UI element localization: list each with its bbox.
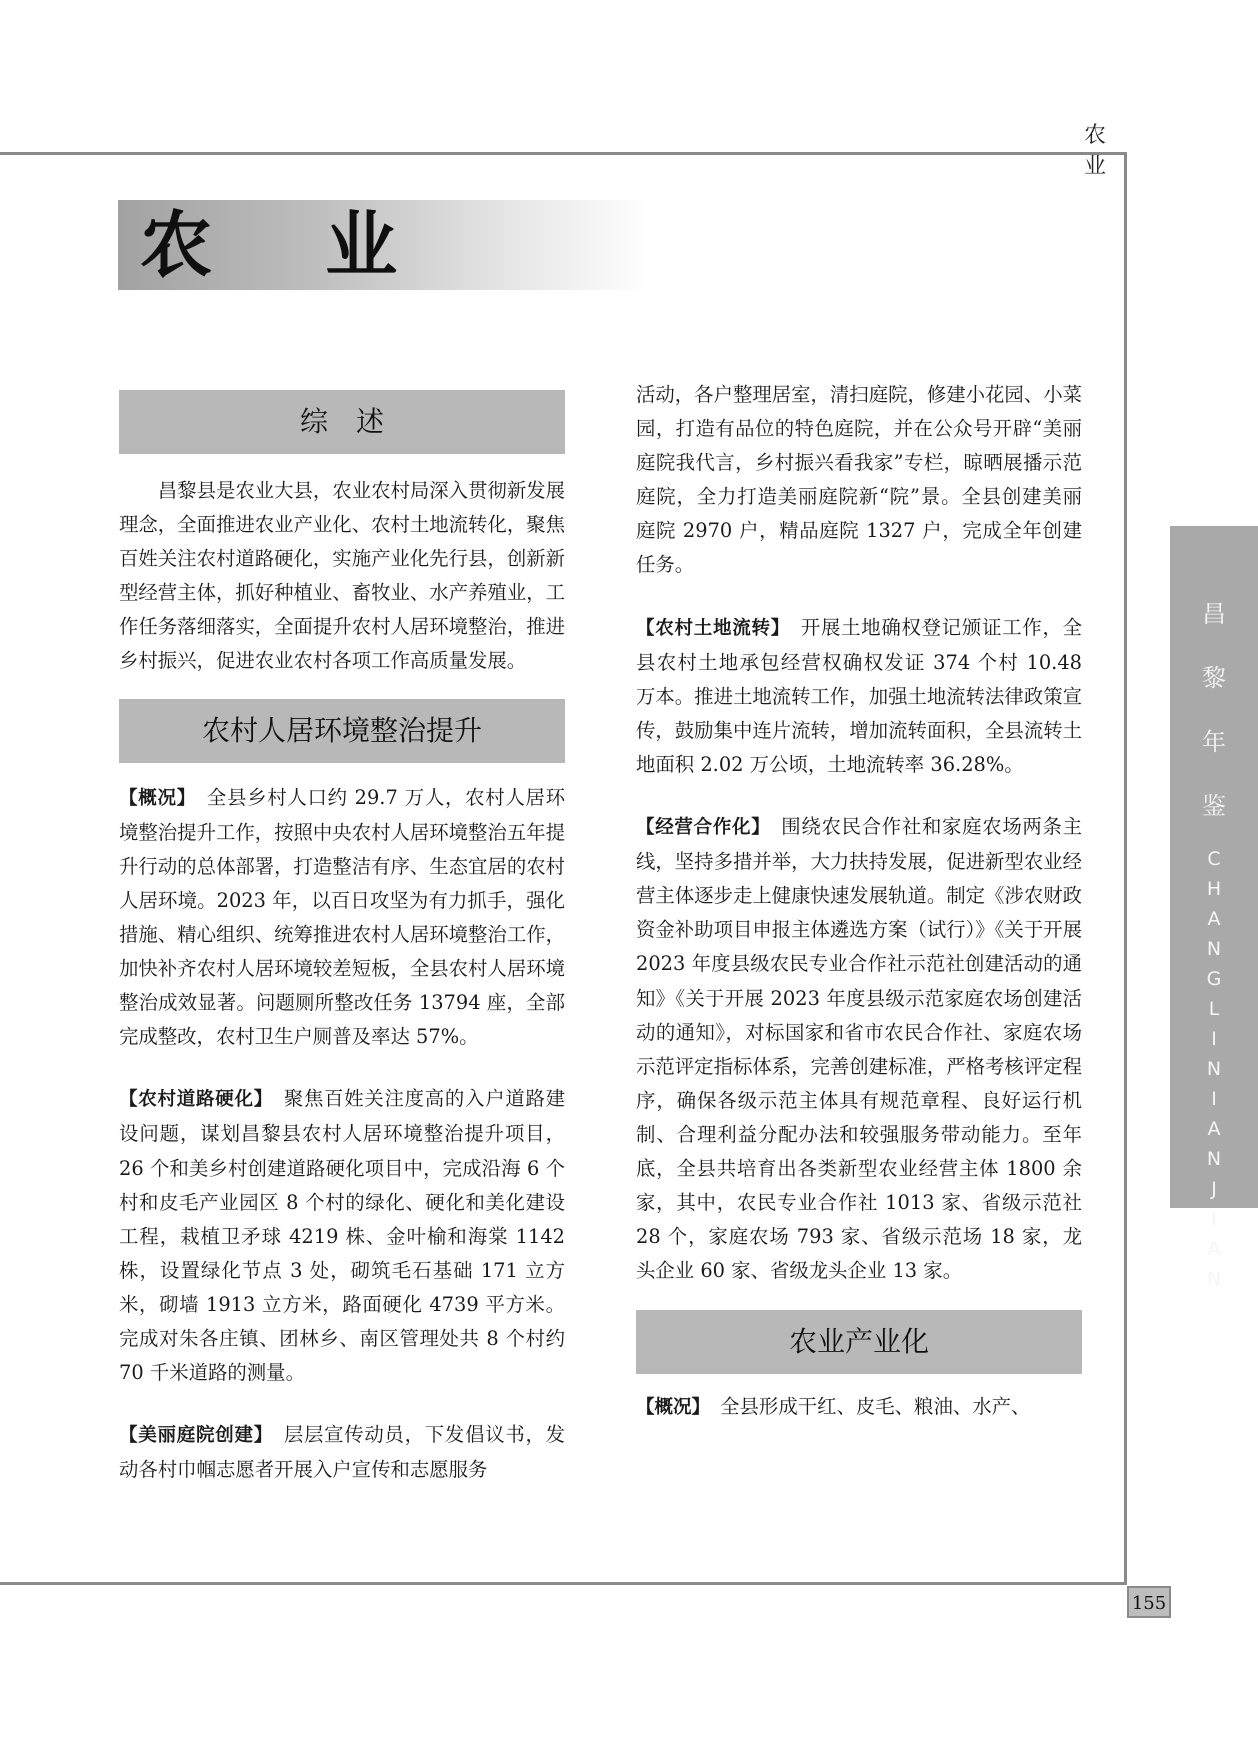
paragraph-overview — [119, 781, 565, 1055]
side-tab-letter: A — [1207, 1118, 1221, 1140]
right-column — [636, 378, 1082, 1425]
side-tab-letter: I — [1211, 1088, 1217, 1110]
paragraph-body: 全县乡村人口约 29.7 万人，农村人居环境整治提升工作，按照中央农村人居环境整治五年提升行动的总体部署，打造整洁有序、生态宜居的农村人居环境。2023 年，以百日攻坚为有力抓手，强化措施、精心组织、统筹推进农村人居环境整治工作，加快补齐农村人居环境较差短板，全县农村人居环境整治成效显著。问题厕所整改任务 13794 座，全部完成整改，农村卫生户厕普及率达 57%。 — [119, 785, 565, 1049]
section-heading-overview: 综 述 — [119, 390, 565, 454]
paragraph-road-hardening — [119, 1082, 565, 1390]
side-tab-letter: N — [1206, 938, 1222, 960]
paragraph-body: 聚焦百姓关注度高的入户道路建设问题，谋划昌黎县农村人居环境整治提升项目，26 个和美乡村创建道路硬化项目中，完成沿海 6 个村和皮毛产业园区 8 个村的绿化、硬化和美化建设工程，栽植卫矛球 4219 株、金叶榆和海棠 1142 株，设置绿化节点 3 处，砌筑毛石基础 171 立方米，砌墙 1913 立方米，路面硬化 4739 平方米。完成对朱各庄镇、团林乡、南区管理处共 8 个村约 70 千米道路的测量。 — [119, 1087, 565, 1385]
side-tab-letter: C — [1207, 848, 1221, 870]
side-tab-letter: H — [1206, 878, 1222, 900]
side-tab-title — [1170, 582, 1258, 838]
paragraph-industrialization-overview — [636, 1390, 1082, 1425]
paragraph-lead: 【概况】 — [636, 1397, 701, 1419]
side-tab — [1170, 526, 1258, 1290]
left-column — [119, 390, 565, 1487]
side-tab-pinyin — [1170, 844, 1258, 1294]
frame-bottom-rule — [0, 1582, 1127, 1585]
frame-top-rule — [0, 152, 1126, 155]
section-heading-rural-environment: 农村人居环境整治提升 — [119, 699, 565, 763]
side-tab-letter: N — [1206, 1268, 1222, 1290]
paragraph-body: 开展土地确权登记颁证工作，全县农村土地承包经营权确权发证 374 个村 10.48 万本。推进土地流转工作，加强土地流转法律政策宣传，鼓励集中连片流转，增加流转面积，全县流转土地面积 2.02 万公顷，土地流转率 36.28%。 — [636, 615, 1082, 776]
paragraph-cooperative-operation — [636, 810, 1082, 1288]
paragraph-lead: 【经营合作化】 — [636, 817, 762, 839]
paragraph-land-transfer — [636, 611, 1082, 782]
side-tab-letter: A — [1207, 908, 1221, 930]
page-number: 155 — [1127, 1586, 1171, 1618]
overview-paragraph: 昌黎县是农业大县，农业农村局深入贯彻新发展理念，全面推进农业产业化、农村土地流转化，聚焦百姓关注农村道路硬化，实施产业化先行县，创新新型经营主体，抓好种植业、畜牧业、水产养殖业，工作任务落细落实，全面提升农村人居环境整治，推进乡村振兴，促进农业农村各项工作高质量发展。 — [119, 479, 565, 673]
paragraph-body: 围绕农民合作社和家庭农场两条主线，坚持多措并举，大力扶持发展，促进新型农业经营主体逐步走上健康快速发展轨道。制定《涉农财政资金补助项目申报主体遴选方案（试行）》《关于开展 2023 年度县级农民专业合作社示范社创建活动的通知》《关于开展 2023 年度县级示范家庭农场创建活动的通知》，对标国家和省市农民合作社、家庭农场示范评定指标体系，完善创建标准，严格考核评定程序，确保各级示范主体具有规范章程、良好运行机制、合理利益分配办法和较强服务带动能力。至年底，全县共培育出各类新型农业经营主体 1800 余家，其中，农民专业合作社 1013 家、省级示范社 28 个，家庭农场 793 家、省级示范场 18 家，龙头企业 60 家、省级龙头企业 13 家。 — [636, 815, 1082, 1283]
side-tab-char: 昌 — [1202, 600, 1226, 628]
paragraph-body: 全县形成干红、皮毛、粮油、水产、 — [700, 1395, 1031, 1419]
chapter-title: 农 业 — [140, 203, 442, 287]
paragraph-beautiful-courtyard — [119, 1418, 565, 1487]
side-tab-char: 黎 — [1202, 664, 1226, 692]
paragraph-courtyard-continued: 活动，各户整理居室，清扫庭院，修建小花园、小菜园，打造有品位的特色庭院，并在公众号开辟“美丽庭院我代言，乡村振兴看我家”专栏，晾晒展播示范庭院，全力打造美丽庭院新“院”景。全县创建美丽庭院 2970 户，精品庭院 1327 户，完成全年创建任务。 — [636, 383, 1082, 577]
paragraph-lead: 【概况】 — [119, 787, 187, 809]
side-tab-letter: J — [1211, 1178, 1217, 1200]
side-tab-char: 鉴 — [1202, 792, 1226, 820]
side-tab-letter: G — [1206, 968, 1222, 990]
paragraph-lead: 【美丽庭院创建】 — [119, 1425, 264, 1447]
side-tab-letter: N — [1206, 1058, 1222, 1080]
running-head: 农业 — [1084, 123, 1111, 179]
paragraph-lead: 【农村土地流转】 — [636, 617, 781, 639]
paragraph-body: 层层宣传动员，下发倡议书，发动各村巾帼志愿者开展入户宣传和志愿服务 — [119, 1423, 565, 1482]
frame-right-rule — [1124, 152, 1127, 1584]
side-tab-letter: N — [1206, 1148, 1222, 1170]
side-tab-letter: A — [1207, 1238, 1221, 1260]
paragraph-lead: 【农村道路硬化】 — [119, 1089, 264, 1111]
side-tab-letter: I — [1211, 1208, 1217, 1230]
chapter-banner — [118, 200, 650, 290]
side-tab-letter: L — [1208, 998, 1220, 1020]
section-heading-industrialization: 农业产业化 — [636, 1310, 1082, 1374]
side-tab-letter: I — [1211, 1028, 1217, 1050]
side-tab-char: 年 — [1202, 728, 1226, 756]
